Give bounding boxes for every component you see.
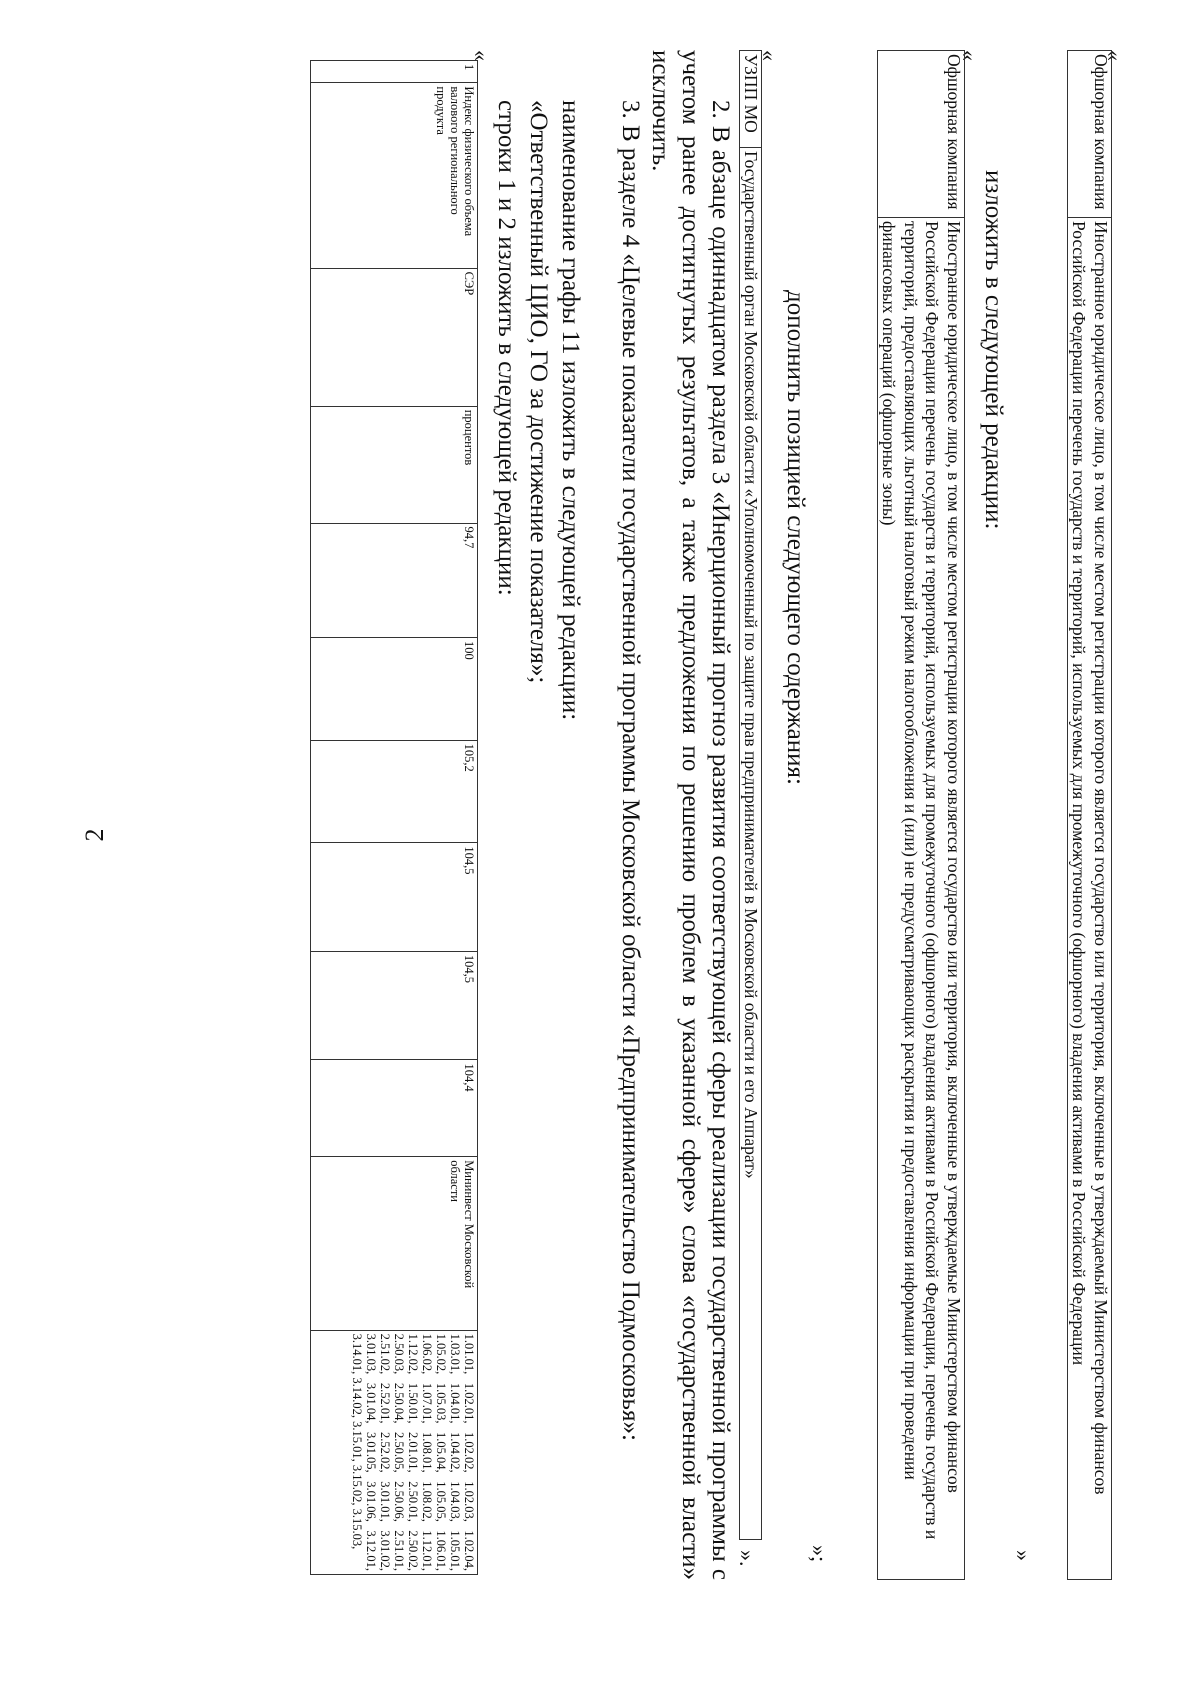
paragraph-3: 3. В разделе 4 «Целевые показатели государственной программы Московской области «Предпринимательство Подмосковья»: bbox=[617, 100, 644, 1441]
uzpp-table bbox=[739, 50, 762, 1540]
line-responsible: «Ответственный ЦИО, ГО за достижение показателя»; bbox=[525, 100, 552, 684]
uzpp-full: Государственный орган Московской области «Уполномоченный по защите прав предпринимателей в Московской области и его Аппарат» bbox=[740, 148, 762, 1540]
definition-table-new bbox=[877, 50, 965, 1580]
quote-open-1: « bbox=[1102, 50, 1127, 61]
value-2: 100 bbox=[311, 638, 478, 741]
value-4: 104,5 bbox=[311, 843, 478, 952]
quote-close-1: » bbox=[1011, 1550, 1036, 1561]
indicator-name: Индекс физического объема валового регионального продукта bbox=[311, 83, 478, 268]
term-cell: Офшорная компания bbox=[1068, 51, 1112, 218]
instruction-replace: изложить в следующей редакции: bbox=[980, 170, 1007, 530]
row-number: 1 bbox=[311, 61, 478, 83]
quote-close-3: ». bbox=[735, 1550, 760, 1567]
definition-table-old bbox=[1067, 50, 1112, 1580]
quote-open-4: « bbox=[469, 50, 494, 61]
term-cell: Офшорная компания bbox=[878, 51, 965, 218]
activity-codes: 1.01.01, 1.02.01, 1.02.02, 1.02.03, 1.02.04, 1.03.01, 1.04.01, 1.04.02, 1.04.03, 1.05.01, 1.05.02, 1.05.03, 1.05.04, 1.05.05, 1.06.01, 1.06.02, 1.07.01, 1.08.01, 1.08.02, 1.12.01, 1.12.02, 1.50.01, 2.01.01, 2.50.01, 2.50.02, 2.50.03, 2.50.04, 2.50.05, 2.50.06, 2.51.01, 2.51.02, 2.52.01, 2.52.02, 3.01.01, 3.01.02, 3.01.03, 3.01.04, 3.01.05, 3.01.06, 3.12.01, 3.14.01, 3.14.02, 3.15.01, 3.15.02, 3.15.03, bbox=[311, 1330, 478, 1574]
page-number: 2 bbox=[80, 828, 109, 842]
responsible-org: Мининвест Московской области bbox=[311, 1157, 478, 1330]
quote-open-2: « bbox=[957, 50, 982, 61]
value-5: 104,5 bbox=[311, 951, 478, 1060]
line-column-11: наименование графы 11 изложить в следующей редакции: bbox=[557, 100, 584, 721]
table-row bbox=[311, 61, 478, 1575]
uzpp-abbr: УЗПП МО bbox=[740, 51, 762, 148]
value-1: 94,7 bbox=[311, 523, 478, 637]
indicators-table bbox=[310, 60, 478, 1575]
instruction-add: дополнить позицией следующего содержания: bbox=[782, 290, 809, 785]
value-3: 105,2 bbox=[311, 740, 478, 843]
line-rows: строки 1 и 2 изложить в следующей редакции: bbox=[493, 100, 520, 596]
value-6: 104,4 bbox=[311, 1060, 478, 1157]
quote-open-3: « bbox=[757, 50, 782, 61]
quote-close-2: »; bbox=[807, 1545, 832, 1563]
indicator-type: СЭР bbox=[311, 268, 478, 406]
definition-cell: Иностранное юридическое лицо, в том числе местом регистрации которого является государство или территория, включенные в утверждаемые Министерством финансов Российской Федерации перечень государств и территорий, используемых для промежуточного (офшорного) владения активами в Российской Федерации, перечень государств и территорий, предоставляющих льготный налоговый режим налогообложения и (или) не предусматривающих раскрытия и предоставления информации при проведении финансовых операций (офшорные зоны) bbox=[878, 218, 965, 1580]
rotated-content bbox=[100, 50, 1130, 1580]
definition-cell: Иностранное юридическое лицо, в том числе местом регистрации которого является государство или территория, включенные в утверждаемый Министерством финансов Российской Федерации перечень государств и территорий, используемых для промежуточного (офшорного) владения активами в Российской Федерации bbox=[1068, 218, 1112, 1580]
indicator-unit: процентов bbox=[311, 406, 478, 523]
paragraph-2: 2. В абзаце одиннадцатом раздела 3 «Инерционный прогноз развития соответствующей сферы реализации государственной программы с учетом ранее достигнутых результатов, а также предложения по решению проблем в указанной сфере» слова «государственной власти» исключить. bbox=[647, 50, 734, 1580]
